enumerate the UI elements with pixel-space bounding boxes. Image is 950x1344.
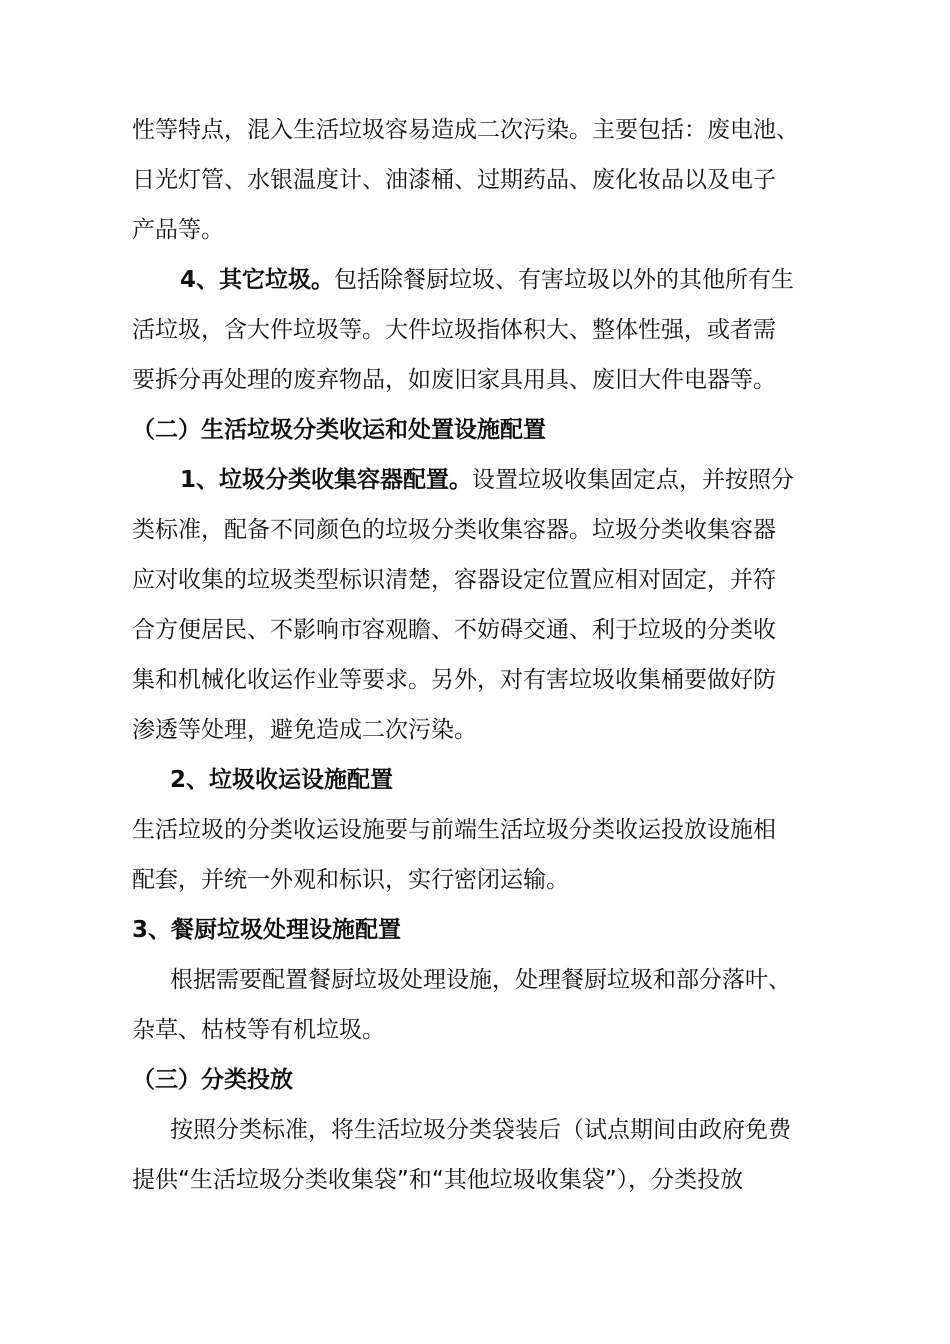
heading-text: 2、垃圾收运设施配置 bbox=[170, 767, 394, 793]
text-line: 合方便居民、不影响市容观瞻、不妨碍交通、利于垃圾的分类收 bbox=[132, 617, 776, 643]
paragraph-other-waste bbox=[132, 255, 862, 405]
text-line: 杂草、枯枝等有机垃圾。 bbox=[132, 1017, 385, 1043]
text-line: 提供“生活垃圾分类收集袋”和“其他垃圾收集袋”），分类投放 bbox=[132, 1167, 744, 1193]
subheading-kitchen-waste-facilities bbox=[132, 905, 862, 955]
text-line: 类标准，配备不同颜色的垃圾分类收集容器。垃圾分类收集容器 bbox=[132, 517, 776, 543]
text-line: 集和机械化收运作业等要求。另外，对有害垃圾收集桶要做好防 bbox=[132, 667, 776, 693]
paragraph-collection-containers bbox=[132, 455, 862, 755]
text-line: 渗透等处理，避免造成二次污染。 bbox=[132, 717, 477, 743]
text-line: 要拆分再处理的废弃物品，如废旧家具用具、废旧大件电器等。 bbox=[132, 367, 776, 393]
section-heading-2 bbox=[132, 405, 862, 455]
text-line: 日光灯管、水银温度计、油漆桶、过期药品、废化妆品以及电子 bbox=[132, 167, 776, 193]
paragraph-kitchen-waste-facilities bbox=[132, 955, 862, 1055]
text-line: 生活垃圾的分类收运设施要与前端生活垃圾分类收运投放设施相 bbox=[132, 817, 776, 843]
item-lead-containers: 1、垃圾分类收集容器配置。 bbox=[180, 467, 473, 493]
heading-text: 3、餐厨垃圾处理设施配置 bbox=[132, 917, 402, 943]
paragraph-sorted-disposal bbox=[132, 1105, 862, 1205]
text-line: 配套，并统一外观和标识，实行密闭运输。 bbox=[132, 867, 569, 893]
item-lead-other-waste: 4、其它垃圾。 bbox=[180, 267, 335, 293]
text-run: 设置垃圾收集固定点，并按照分 bbox=[472, 467, 795, 493]
text-line: 应对收集的垃圾类型标识清楚，容器设定位置应相对固定，并符 bbox=[132, 567, 776, 593]
text-run: 包括除餐厨垃圾、有害垃圾以外的其他所有生 bbox=[334, 267, 795, 293]
paragraph-transport-facilities bbox=[132, 805, 862, 905]
text-line bbox=[132, 255, 862, 305]
text-line: 根据需要配置餐厨垃圾处理设施，处理餐厨垃圾和部分落叶、 bbox=[170, 967, 791, 993]
text-line: 活垃圾，含大件垃圾等。大件垃圾指体积大、整体性强，或者需 bbox=[132, 317, 776, 343]
text-line: 按照分类标准，将生活垃圾分类袋装后（试点期间由政府免费 bbox=[170, 1117, 791, 1143]
text-line: 性等特点，混入生活垃圾容易造成二次污染。主要包括：废电池、 bbox=[132, 117, 799, 143]
subheading-transport-facilities bbox=[132, 755, 862, 805]
paragraph-hazardous-waste-cont bbox=[132, 105, 862, 255]
heading-text: （三）分类投放 bbox=[132, 1067, 293, 1093]
text-line bbox=[132, 455, 862, 505]
text-line: 产品等。 bbox=[132, 217, 224, 243]
heading-text: （二）生活垃圾分类收运和处置设施配置 bbox=[132, 417, 546, 443]
section-heading-3 bbox=[132, 1055, 862, 1105]
